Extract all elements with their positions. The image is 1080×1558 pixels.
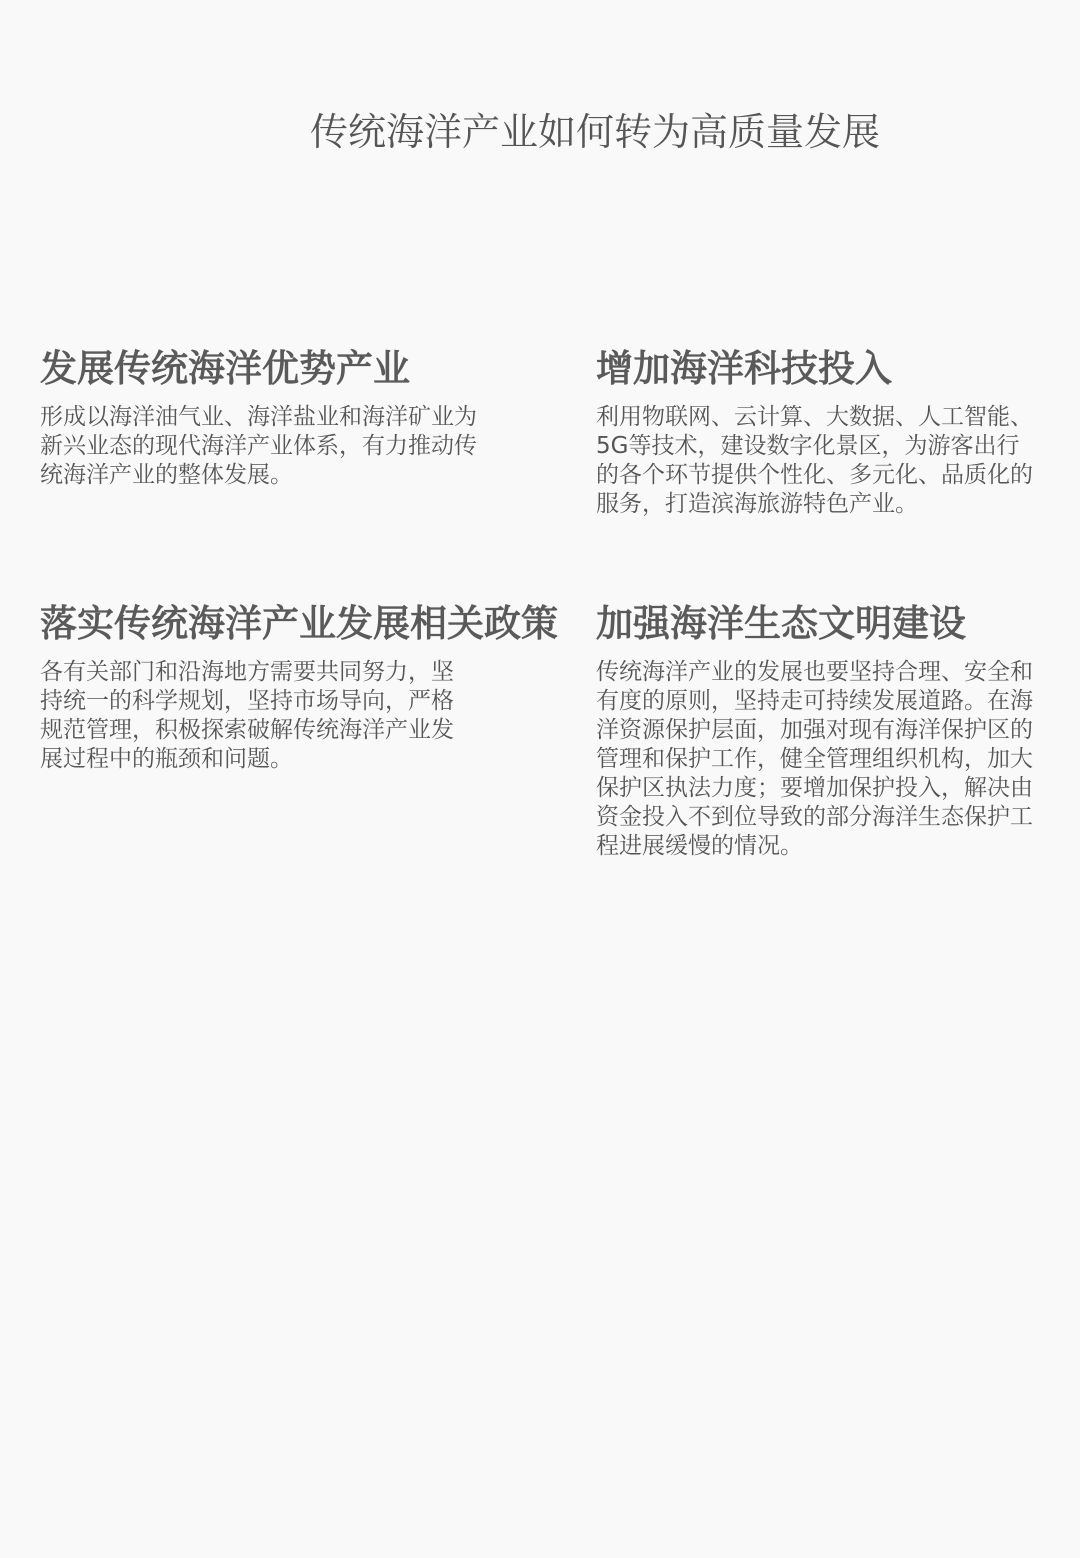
section-traditional-advantage (40, 345, 500, 490)
section-body: 利用物联网、云计算、大数据、人工智能、5G等技术，建设数字化景区，为游客出行的各个环节提供个性化、多元化、品质化的服务，打造滨海旅游特色产业。 (596, 404, 1033, 517)
section-body: 各有关部门和沿海地方需要共同努力，坚持统一的科学规划，坚持市场导向，严格规范管理，积极探索破解传统海洋产业发展过程中的瓶颈和问题。 (40, 659, 454, 772)
section-body: 传统海洋产业的发展也要坚持合理、安全和有度的原则，坚持走可持续发展道路。在海洋资源保护层面，加强对现有海洋保护区的管理和保护工作，健全管理组织机构，加大保护区执法力度；要增加保护投入，解决由资金投入不到位导致的部分海洋生态保护工程进展缓慢的情况。 (596, 659, 1033, 859)
section-ecology (596, 600, 1056, 861)
page-title: 传统海洋产业如何转为高质量发展 (309, 110, 880, 154)
section-title: 增加海洋科技投入 (596, 347, 892, 390)
section-title: 落实传统海洋产业发展相关政策 (40, 602, 558, 645)
section-tech-investment (596, 345, 1056, 519)
section-title: 发展传统海洋优势产业 (40, 347, 410, 390)
section-title: 加强海洋生态文明建设 (596, 602, 966, 645)
section-body: 形成以海洋油气业、海洋盐业和海洋矿业为新兴业态的现代海洋产业体系，有力推动传统海洋产业的整体发展。 (40, 404, 477, 488)
section-policy (40, 600, 580, 774)
